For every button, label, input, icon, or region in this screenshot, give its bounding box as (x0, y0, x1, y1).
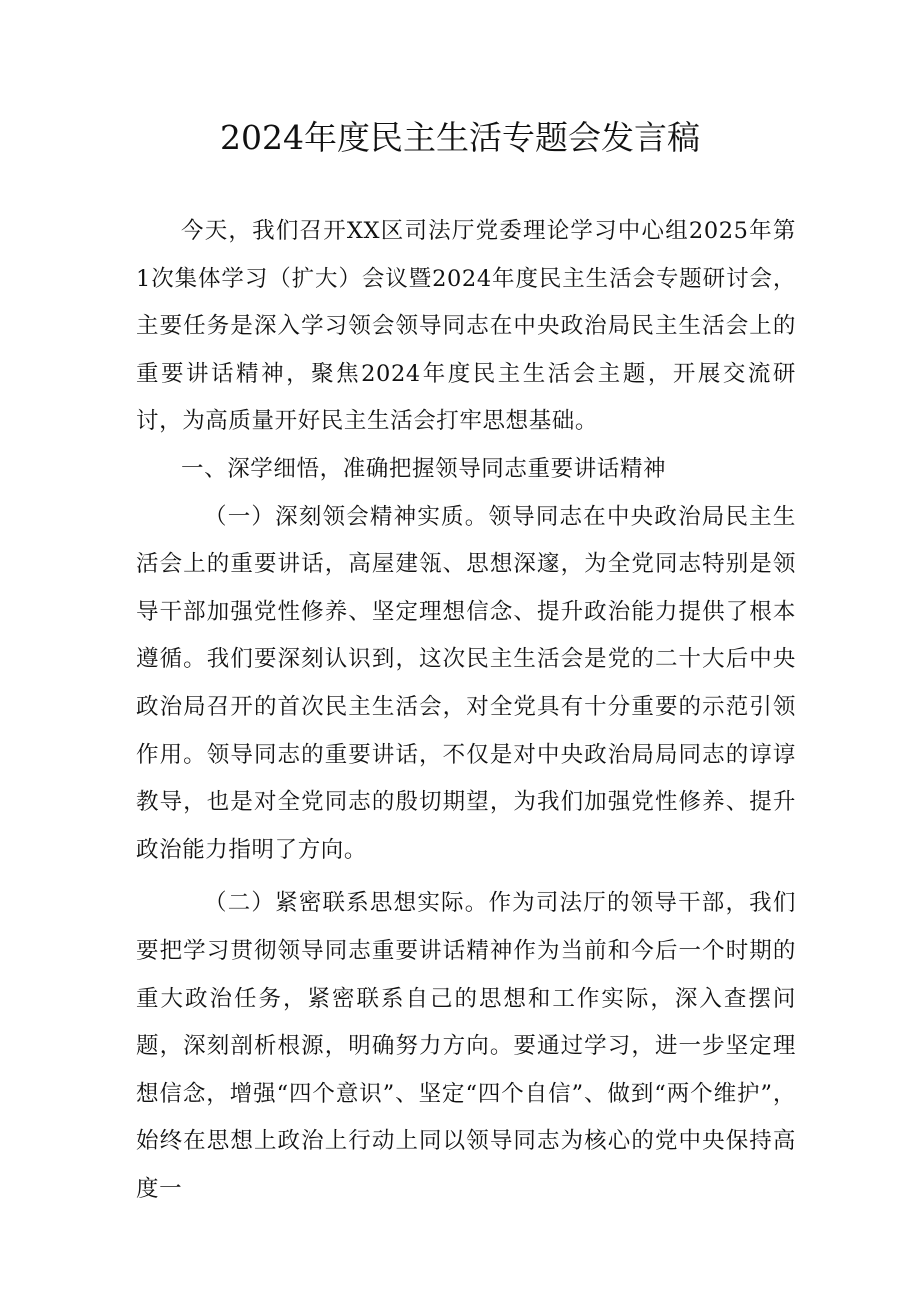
intro-paragraph: 今天，我们召开XX区司法厅党委理论学习中心组2025年第1次集体学习（扩大）会议暨2024年度民主生活会专题研讨会，主要任务是深入学习领会领导同志在中央政治局民主生活会上的重要讲话精神，聚焦2024年度民主生活会主题，开展交流研讨，为高质量开好民主生活会打牢思想基础。 (136, 218, 796, 435)
document-title: 2024年度民主生活专题会发言稿 (220, 118, 700, 157)
subsection-paragraph-2: （二）紧密联系思想实际。作为司法厅的领导干部，我们要把学习贯彻领导同志重要讲话精神作为当前和今后一个时期的重大政治任务，紧密联系自己的思想和工作实际，深入查摆问题，深刻剖析根源，明确努力方向。要通过学习，进一步坚定理想信念，增强“四个意识”、坚定“四个自信”、做到“两个维护”，始终在思想上政治上行动上同以领导同志为核心的党中央保持高度一 (136, 890, 796, 1202)
document-body (136, 208, 796, 1213)
subsection-paragraph-1: （一）深刻领会精神实质。领导同志在中央政治局民主生活会上的重要讲话，高屋建瓴、思想深邃，为全党同志特别是领导干部加强党性修养、坚定理想信念、提升政治能力提供了根本遵循。我们要深刻认识到，这次民主生活会是党的二十大后中央政治局召开的首次民主生活会，对全党具有十分重要的示范引领作用。领导同志的重要讲话，不仅是对中央政治局局同志的谆谆教导，也是对全党同志的殷切期望，为我们加强党性修养、提升政治能力指明了方向。 (136, 503, 796, 863)
section-heading-1: 一、深学细悟，准确把握领导同志重要讲话精神 (181, 455, 667, 482)
